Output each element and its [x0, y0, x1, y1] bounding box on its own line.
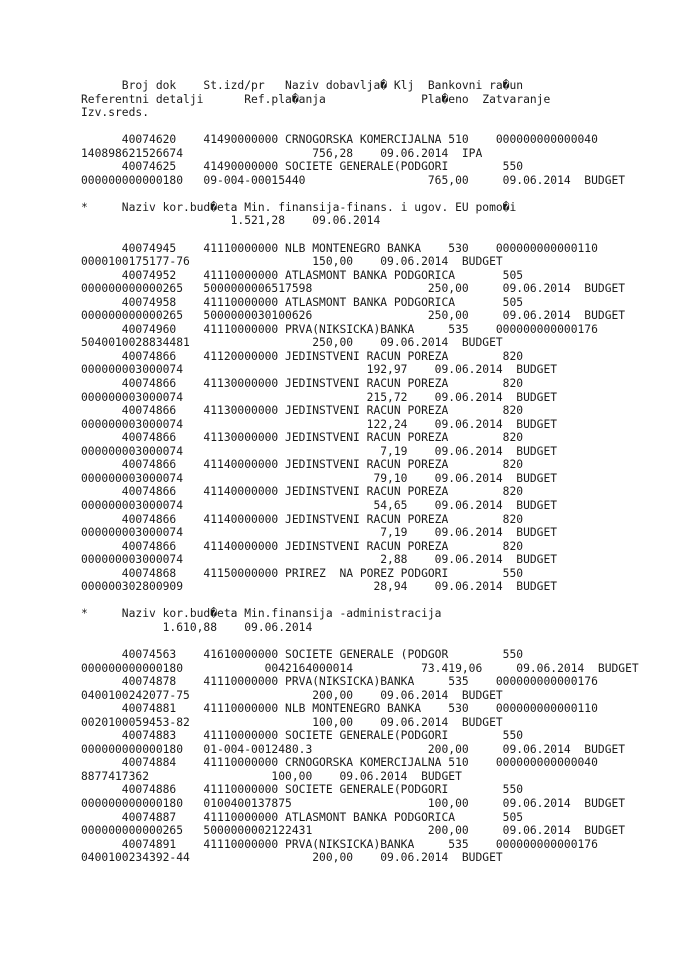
- record-line: 0400100234392-44 200,00 09.06.2014 BUDGET: [81, 851, 503, 865]
- record-line: 40074866 41120000000 JEDINSTVENI RACUN POREZA 820: [81, 349, 524, 363]
- record-line: 40074886 41110000000 SOCIETE GENERALE(PODGORI 550: [81, 783, 524, 797]
- section-summary-line: * Naziv kor.bud�eta Min. finansija-finans. i ugov. EU pomo�i: [81, 200, 517, 214]
- record-line: 000000003000074 192,97 09.06.2014 BUDGET: [81, 363, 558, 377]
- record-line: 000000003000074 7,19 09.06.2014 BUDGET: [81, 444, 558, 458]
- record-line: 000000000000180 0042164000014 73.419,06 09.06.2014 BUDGET: [81, 661, 639, 675]
- record-line: 40074866 41140000000 JEDINSTVENI RACUN POREZA 820: [81, 485, 524, 499]
- record-line: 40074960 41110000000 PRVA(NIKSICKA)BANKA 535 000000000000176: [81, 322, 598, 336]
- record-line: 40074866 41130000000 JEDINSTVENI RACUN POREZA 820: [81, 377, 524, 391]
- header-line: Broj dok St.izd/pr Naziv dobavlja� Klj Bankovni ra�un: [81, 79, 524, 92]
- section-summary-line: * Naziv kor.bud�eta Min.finansija -administracija: [81, 607, 442, 621]
- record-line: 40074884 41110000000 CRNOGORSKA KOMERCIJALNA 510 000000000000040: [81, 756, 598, 770]
- blank-line: [81, 187, 639, 201]
- record-line: 40074868 41150000000 PRIREZ NA POREZ PODGORI 550: [81, 566, 524, 580]
- section-summary-line: 1.610,88 09.06.2014: [81, 620, 313, 634]
- record-line: 000000003000074 122,24 09.06.2014 BUDGET: [81, 417, 558, 431]
- record-line: 40074945 41110000000 NLB MONTENEGRO BANKA 530 000000000000110: [81, 241, 598, 255]
- record-line: 40074952 41110000000 ATLASMONT BANKA PODGORICA 505: [81, 268, 524, 282]
- record-line: 0020100059453-82 100,00 09.06.2014 BUDGET: [81, 715, 503, 729]
- blank-line: [81, 228, 639, 242]
- record-line: 000000003000074 79,10 09.06.2014 BUDGET: [81, 471, 558, 485]
- record-line: 0400100242077-75 200,00 09.06.2014 BUDGET: [81, 688, 503, 702]
- record-line: 140898621526674 756,28 09.06.2014 IPA: [81, 146, 483, 160]
- record-line: 40074883 41110000000 SOCIETE GENERALE(PODGORI 550: [81, 729, 524, 743]
- record-line: 40074620 41490000000 CRNOGORSKA KOMERCIJALNA 510 000000000000040: [81, 133, 598, 147]
- record-line: 000000000000265 5000000030100626 250,00 09.06.2014 BUDGET: [81, 309, 626, 323]
- header-line: Referentni detalji Ref.pla�anja Pla�eno Zatvaranje: [81, 92, 551, 106]
- section-summary-line: 1.521,28 09.06.2014: [81, 214, 381, 228]
- record-line: 40074878 41110000000 PRVA(NIKSICKA)BANKA 535 000000000000176: [81, 675, 598, 689]
- record-line: 000000003000074 7,19 09.06.2014 BUDGET: [81, 526, 558, 540]
- record-line: 40074891 41110000000 PRVA(NIKSICKA)BANKA 535 000000000000176: [81, 837, 598, 851]
- header-line: Izv.sreds.: [81, 106, 150, 120]
- record-line: 5040010028834481 250,00 09.06.2014 BUDGET: [81, 336, 503, 350]
- record-line: 40074563 41610000000 SOCIETE GENERALE (PODGOR 550: [81, 647, 524, 661]
- record-line: 40074866 41140000000 JEDINSTVENI RACUN POREZA 820: [81, 458, 524, 472]
- record-line: 40074958 41110000000 ATLASMONT BANKA PODGORICA 505: [81, 295, 524, 309]
- blank-line: [81, 120, 639, 134]
- record-line: 8877417362 100,00 09.06.2014 BUDGET: [81, 769, 462, 783]
- record-line: 000000000000265 5000000002122431 200,00 09.06.2014 BUDGET: [81, 824, 626, 838]
- record-line: 000000003000074 54,65 09.06.2014 BUDGET: [81, 498, 558, 512]
- payment-report: [81, 79, 639, 865]
- blank-line: [81, 634, 639, 648]
- blank-line: [81, 594, 639, 608]
- record-line: 40074866 41140000000 JEDINSTVENI RACUN POREZA 820: [81, 512, 524, 526]
- record-line: 40074866 41130000000 JEDINSTVENI RACUN POREZA 820: [81, 431, 524, 445]
- record-line: 000000000000180 09-004-00015440 765,00 09.06.2014 BUDGET: [81, 173, 626, 187]
- record-line: 000000000000180 0100400137875 100,00 09.06.2014 BUDGET: [81, 796, 626, 810]
- record-line: 000000302800909 28,94 09.06.2014 BUDGET: [81, 580, 558, 594]
- record-line: 000000003000074 215,72 09.06.2014 BUDGET: [81, 390, 558, 404]
- record-line: 0000100175177-76 150,00 09.06.2014 BUDGET: [81, 255, 503, 269]
- record-line: 000000000000265 5000000006517598 250,00 09.06.2014 BUDGET: [81, 282, 626, 296]
- record-line: 40074881 41110000000 NLB MONTENEGRO BANKA 530 000000000000110: [81, 702, 598, 716]
- record-line: 40074866 41130000000 JEDINSTVENI RACUN POREZA 820: [81, 404, 524, 418]
- record-line: 000000003000074 2,88 09.06.2014 BUDGET: [81, 553, 558, 567]
- record-line: 40074866 41140000000 JEDINSTVENI RACUN POREZA 820: [81, 539, 524, 553]
- record-line: 40074625 41490000000 SOCIETE GENERALE(PODGORI 550: [81, 160, 524, 174]
- record-line: 000000000000180 01-004-0012480.3 200,00 09.06.2014 BUDGET: [81, 742, 626, 756]
- record-line: 40074887 41110000000 ATLASMONT BANKA PODGORICA 505: [81, 810, 524, 824]
